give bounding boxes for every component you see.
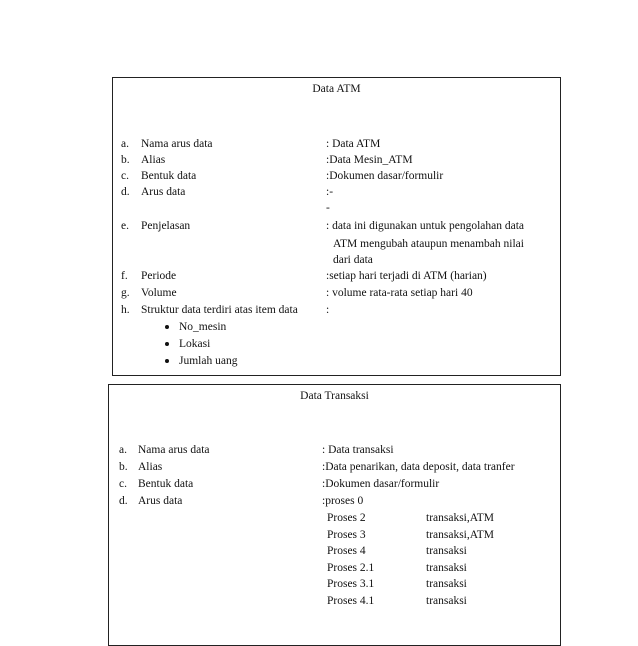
row-value-continuation: dari data <box>333 254 373 266</box>
row-value: : <box>326 304 330 316</box>
row-value: :setiap hari terjadi di ATM (harian) <box>326 270 487 282</box>
flow-proses: Proses 4.1 <box>327 595 375 607</box>
row-value: : Data transaksi <box>322 444 394 456</box>
row-label: Bentuk data <box>138 478 194 490</box>
row-value: :- <box>326 186 334 198</box>
row-label: Penjelasan <box>141 220 191 232</box>
row-letter: b. <box>119 461 128 473</box>
flow-proses: Proses 4 <box>327 545 366 557</box>
row-value: :Dokumen dasar/formulir <box>322 478 440 490</box>
data-transaksi-box <box>108 384 561 646</box>
row-letter: d. <box>119 495 128 507</box>
row-label: Arus data <box>138 495 183 507</box>
bullet-icon <box>165 325 169 329</box>
row-letter: e. <box>121 220 129 232</box>
flow-data: transaksi <box>426 562 467 574</box>
item-data: Lokasi <box>179 338 211 350</box>
flow-data: transaksi <box>426 545 467 557</box>
row-letter: b. <box>121 154 130 166</box>
row-value: : volume rata-rata setiap hari 40 <box>326 287 473 299</box>
row-letter: h. <box>121 304 130 316</box>
row-letter: a. <box>121 138 129 150</box>
row-value: :Data penarikan, data deposit, data tranfer <box>322 461 515 473</box>
row-value: : data ini digunakan untuk pengolahan data <box>326 220 524 232</box>
data-transaksi-title: Data Transaksi <box>300 390 369 402</box>
flow-proses: Proses 3.1 <box>327 578 375 590</box>
row-label: Nama arus data <box>138 444 210 456</box>
flow-data: transaksi <box>426 595 467 607</box>
row-letter: f. <box>121 270 128 282</box>
flow-proses: Proses 2.1 <box>327 562 375 574</box>
flow-proses: Proses 2 <box>327 512 366 524</box>
bullet-icon <box>165 342 169 346</box>
row-label: Periode <box>141 270 177 282</box>
item-data: No_mesin <box>179 321 227 333</box>
row-value: :Data Mesin_ATM <box>326 154 413 166</box>
row-letter: c. <box>121 170 129 182</box>
row-label: Bentuk data <box>141 170 197 182</box>
row-label: Volume <box>141 287 177 299</box>
row-value: :proses 0 <box>322 495 364 507</box>
row-label: Alias <box>138 461 163 473</box>
row-letter: c. <box>119 478 127 490</box>
row-letter: a. <box>119 444 127 456</box>
row-value: :Dokumen dasar/formulir <box>326 170 444 182</box>
row-label: Alias <box>141 154 166 166</box>
row-value-continuation: ATM mengubah ataupun menambah nilai <box>333 238 524 250</box>
data-atm-box <box>112 77 561 376</box>
row-value: : Data ATM <box>326 138 381 150</box>
flow-proses: Proses 3 <box>327 529 366 541</box>
row-letter: d. <box>121 186 130 198</box>
flow-data: transaksi <box>426 578 467 590</box>
flow-data: transaksi,ATM <box>426 529 495 541</box>
flow-data: transaksi,ATM <box>426 512 495 524</box>
row-label: Struktur data terdiri atas item data <box>141 304 298 316</box>
item-data: Jumlah uang <box>179 355 238 367</box>
row-label: Nama arus data <box>141 138 213 150</box>
row-letter: g. <box>121 287 130 299</box>
bullet-icon <box>165 359 169 363</box>
row-label: Arus data <box>141 186 186 198</box>
data-atm-title: Data ATM <box>312 83 361 95</box>
row-value-continuation: - <box>326 202 330 214</box>
